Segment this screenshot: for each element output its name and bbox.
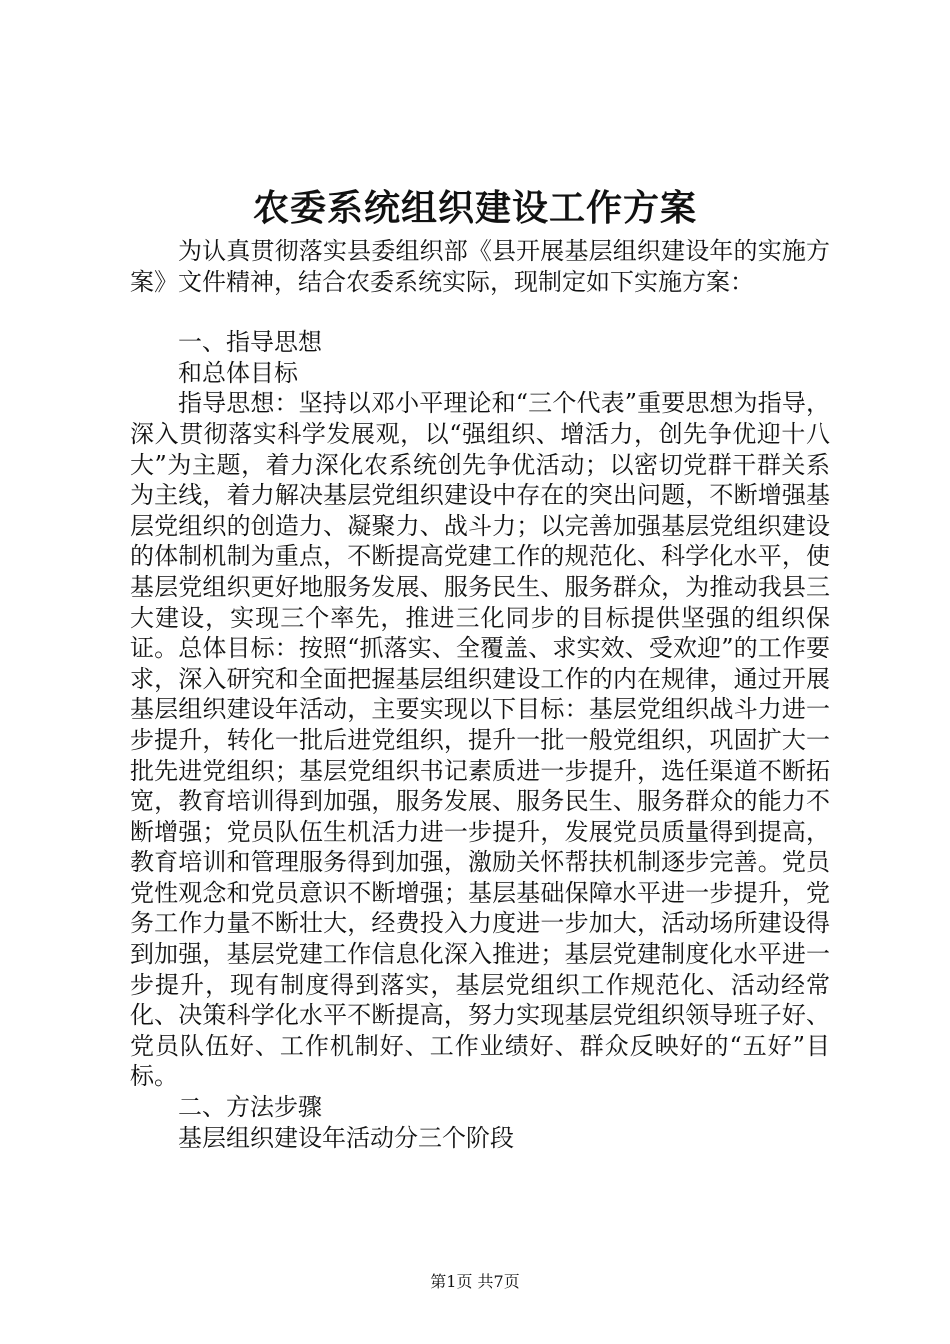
intro-paragraph: 为认真贯彻落实县委组织部《县开展基层组织建设年的实施方案》文件精神，结合农委系统实际，现制定如下实施方案： xyxy=(130,237,830,296)
document-title: 农委系统组织建设工作方案 xyxy=(252,187,697,229)
section1-subheading: 和总体目标 xyxy=(178,358,298,387)
section2-heading: 二、方法步骤 xyxy=(178,1093,322,1122)
document-body xyxy=(130,236,830,1153)
section2-body: 基层组织建设年活动分三个阶段 xyxy=(178,1123,514,1152)
section1-heading: 一、指导思想 xyxy=(178,328,322,357)
page-footer: 第1页 共7页 xyxy=(430,1272,520,1291)
paragraph-gap xyxy=(130,297,830,327)
section1-body: 指导思想：坚持以邓小平理论和“三个代表”重要思想为指导，深入贯彻落实科学发展观，以“强组织、增活力，创先争优迎十八大”为主题，着力深化农系统创先争优活动；以密切党群干群关系为主线，着力解决基层党组织建设中存在的突出问题，不断增强基层党组织的创造力、凝聚力、战斗力；以完善加强基层党组织建设的体制机制为重点，不断提高党建工作的规范化、科学化水平，使基层党组织更好地服务发展、服务民生、服务群众，为推动我县三大建设，实现三个率先，推进三化同步的目标提供坚强的组织保证。总体目标：按照“抓落实、全覆盖、求实效、受欢迎”的工作要求，深入研究和全面把握基层组织建设工作的内在规律，通过开展基层组织建设年活动，主要实现以下目标：基层党组织战斗力进一步提升，转化一批后进党组织，提升一批一般党组织，巩固扩大一批先进党组织；基层党组织书记素质进一步提升，选任渠道不断拓宽，教育培训得到加强，服务发展、服务民生、服务群众的能力不断增强；党员队伍生机活力进一步提升，发展党员质量得到提高，教育培训和管理服务得到加强，激励关怀帮扶机制逐步完善。党员党性观念和党员意识不断增强；基层基础保障水平进一步提升，党务工作力量不断壮大，经费投入力度进一步加大，活动场所建设得到加强，基层党建工作信息化深入推进；基层党建制度化水平进一步提升，现有制度得到落实，基层党组织工作规范化、活动经常化、决策科学化水平不断提高，努力实现基层党组织领导班子好、党员队伍好、工作机制好、工作业绩好、群众反映好的“五好”目标。 xyxy=(130,389,830,1091)
